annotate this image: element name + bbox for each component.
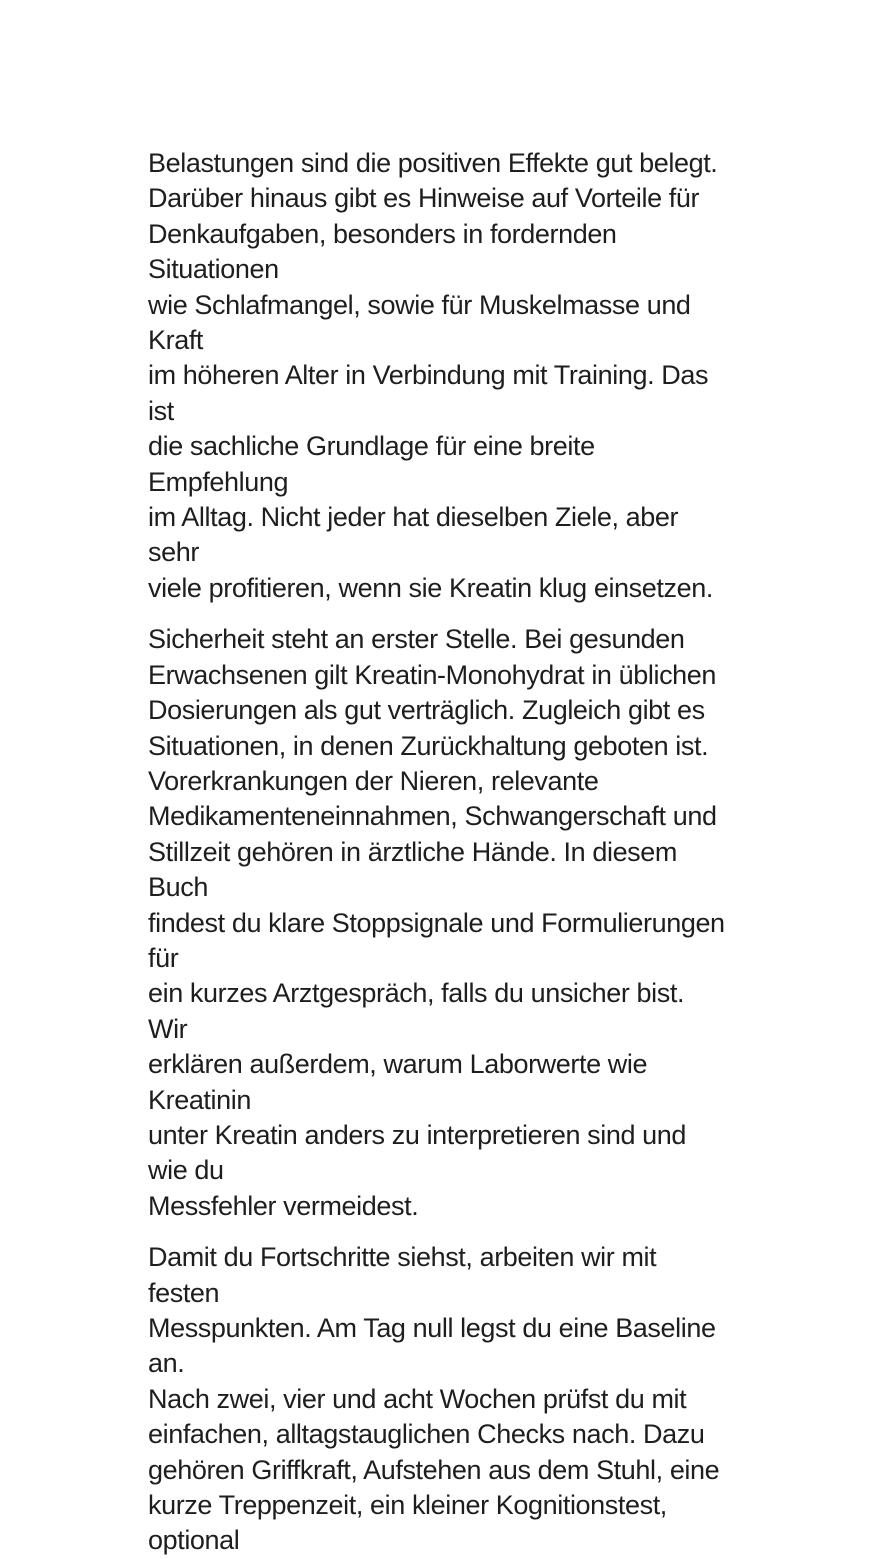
text-line: Vorerkrankungen der Nieren, relevante — [148, 765, 599, 796]
text-line: findest du klare Stoppsignale und Formulierungen für — [148, 907, 725, 973]
paragraph-benefits — [148, 146, 730, 606]
text-line: viele profitieren, wenn sie Kreatin klug einsetzen. — [148, 572, 713, 603]
text-line: Belastungen sind die positiven Effekte gut belegt. — [148, 148, 718, 178]
text-line: ein kurzes Arztgespräch, falls du unsicher bist. Wir — [148, 978, 685, 1044]
text-line: im höheren Alter in Verbindung mit Training. Das ist — [148, 360, 709, 426]
text-line: einfachen, alltagstauglichen Checks nach. Dazu — [148, 1419, 705, 1450]
paragraph-safety — [148, 622, 730, 1224]
text-line: erklären außerdem, warum Laborwerte wie Kreatinin — [148, 1049, 648, 1115]
text-line: Medikamenteneinnahmen, Schwangerschaft und — [148, 801, 717, 832]
text-line: im Alltag. Nicht jeder hat dieselben Ziele, aber sehr — [148, 502, 679, 568]
text-line: Stillzeit gehören in ärztliche Hände. In diesem Buch — [148, 836, 677, 903]
text-line: Nach zwei, vier und acht Wochen prüfst du mit — [148, 1383, 687, 1414]
text-line: Dosierungen als gut verträglich. Zugleich gibt es — [148, 695, 705, 726]
text-line: gehören Griffkraft, Aufstehen aus dem Stuhl, eine — [148, 1454, 720, 1485]
text-line: unter Kreatin anders zu interpretieren sind und wie du — [148, 1119, 687, 1186]
text-line: Sicherheit steht an erster Stelle. Bei gesunden — [148, 624, 685, 655]
text-line: Denkaufgaben, besonders in fordernden Situationen — [148, 218, 617, 285]
text-line: kurze Treppenzeit, ein kleiner Kognitionstest, optional — [148, 1490, 667, 1556]
text-line: wie Schlafmangel, sowie für Muskelmasse und Kraft — [148, 289, 691, 356]
text-line: Darüber hinaus gibt es Hinweise auf Vorteile für — [148, 183, 700, 214]
text-line: Messpunkten. Am Tag null legst du eine Baseline an. — [148, 1313, 716, 1379]
text-line: Situationen, in denen Zurückhaltung geboten ist. — [148, 730, 709, 761]
text-line: Messfehler vermeidest. — [148, 1190, 419, 1221]
text-line: Erwachsenen gilt Kreatin-Monohydrat in üblichen — [148, 659, 717, 690]
text-line: die sachliche Grundlage für eine breite Empfehlung — [148, 431, 595, 497]
text-line: Damit du Fortschritte siehst, arbeiten wir mit festen — [148, 1242, 657, 1308]
paragraph-measurement — [148, 1240, 730, 1559]
